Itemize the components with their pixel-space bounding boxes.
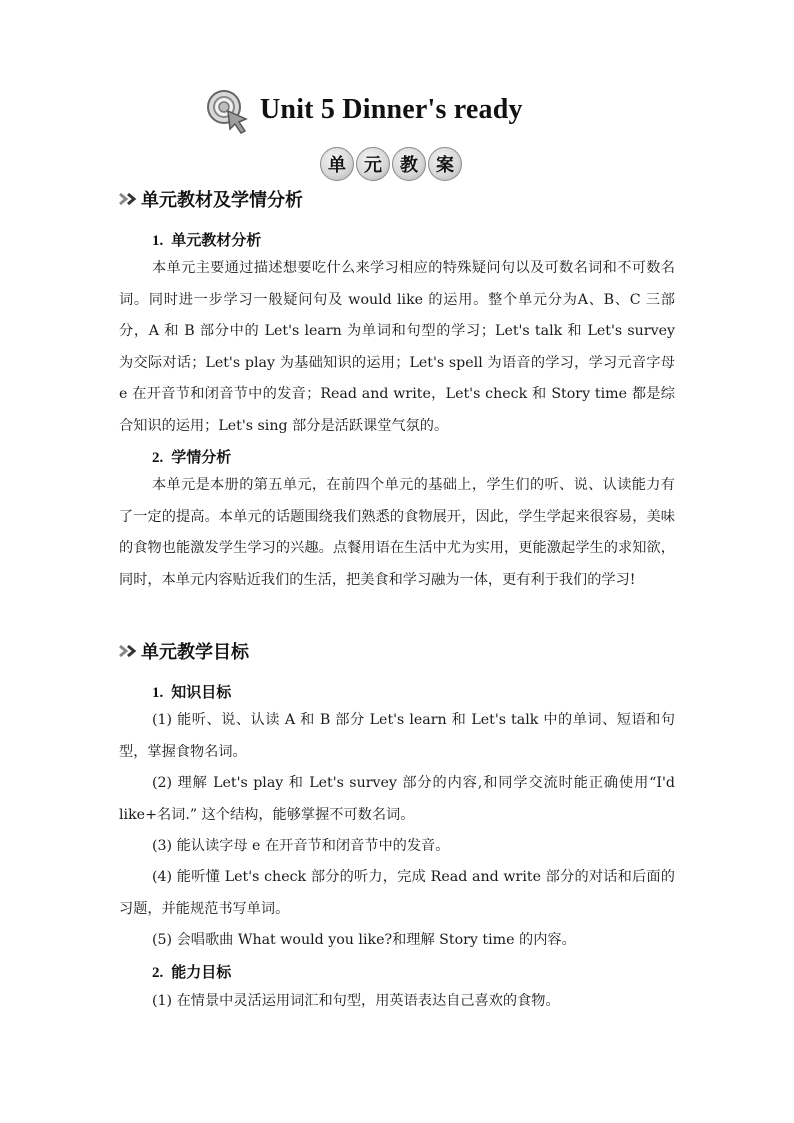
objective-item: (3) 能认读字母 e 在开音节和闭音节中的发音。 — [152, 838, 450, 854]
magnifier-cursor-icon — [204, 88, 254, 134]
subsection-heading — [152, 681, 231, 702]
subsection-number: 2. — [152, 965, 164, 981]
section-heading — [119, 186, 303, 212]
section-heading-text: 单元教材及学情分析 — [141, 190, 303, 211]
badge-char: 教 — [392, 147, 426, 181]
double-chevron-icon — [119, 191, 139, 207]
paragraph: 本单元主要通过描述想要吃什么来学习相应的特殊疑问句以及可数名词和不可数名词。同时进一步学习一般疑问句及 would like 的运用。整个单元分为A、B、C 三部分，A 和 B 部分中的 Let's learn 为单词和句型的学习；Let's talk 和 Let's survey 为交际对话；Let's play 为基础知识的运用；Let's spell 为语音的学习，学习元音字母 e 在开音节和闭音节中的发音；Read and write，Let's check 和 Story time 都是综合知识的运用；Let's sing 部分是活跃课堂气氛的。 — [119, 260, 675, 434]
subsection-label: 单元教材分析 — [171, 231, 262, 249]
subsection-label: 知识目标 — [171, 683, 232, 701]
subsection-heading — [152, 961, 231, 982]
badge-char: 单 — [320, 147, 354, 181]
subsection-number: 1. — [152, 685, 164, 701]
section-heading — [119, 638, 249, 664]
section-heading-text: 单元教学目标 — [141, 642, 249, 663]
objective-item: (1) 在情景中灵活运用词汇和句型，用英语表达自己喜欢的食物。 — [152, 993, 560, 1009]
paragraph: 本单元是本册的第五单元，在前四个单元的基础上，学生们的听、说、认读能力有了一定的提高。本单元的话题围绕我们熟悉的食物展开，因此，学生学起来很容易，美味的食物也能激发学生学习的兴趣。点餐用语在生活中尤为实用，更能激起学生的求知欲，同时，本单元内容贴近我们的生活，把美食和学习融为一体，更有利于我们的学习! — [119, 477, 675, 588]
objective-item: (1) 能听、说、认读 A 和 B 部分 Let's learn 和 Let's talk 中的单词、短语和句型，掌握食物名词。 — [119, 712, 675, 760]
objective-item: (4) 能听懂 Let's check 部分的听力，完成 Read and write 部分的对话和后面的习题，并能规范书写单词。 — [119, 869, 675, 917]
subsection-number: 2. — [152, 450, 164, 466]
objective-item: (2) 理解 Let's play 和 Let's survey 部分的内容,和同学交流时能正确使用“I'd like+名词.” 这个结构，能够掌握不可数名词。 — [119, 775, 675, 823]
subsection-label: 学情分析 — [171, 448, 232, 466]
page-title: Unit 5 Dinner's ready — [260, 94, 523, 125]
objective-item: (5) 会唱歌曲 What would you like?和理解 Story time 的内容。 — [152, 932, 576, 948]
subsection-heading — [152, 446, 231, 467]
double-chevron-icon — [119, 643, 139, 659]
badge-char: 元 — [356, 147, 390, 181]
title-row — [204, 88, 604, 136]
subsection-label: 能力目标 — [171, 963, 232, 981]
badge-char: 案 — [428, 147, 462, 181]
subsection-heading — [152, 229, 261, 250]
section-badge — [320, 147, 462, 181]
subsection-number: 1. — [152, 233, 164, 249]
